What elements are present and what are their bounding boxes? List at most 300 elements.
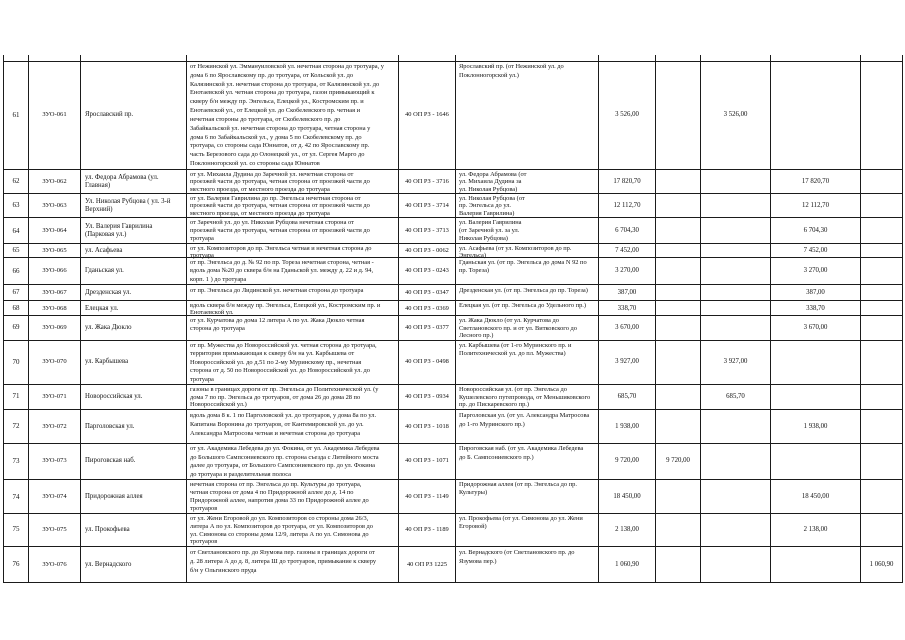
road-section-line: Светлановского пр. и от ул. Витковского до <box>459 324 577 332</box>
area-column-1-cell <box>655 547 700 583</box>
row-number-cell <box>3 258 28 285</box>
road-section-line: до 1-го Муринского пр.) <box>459 421 525 428</box>
area-column-2-cell <box>700 480 770 514</box>
boundary-description-line: тротуара <box>190 235 214 242</box>
street-name-line: Дрезденская ул. <box>85 289 132 296</box>
area-column-2: 3 927,00 <box>723 358 748 366</box>
road-section-cell <box>455 258 598 285</box>
boundary-description-line: далее до тротуара, от Большого Сампсониевского пр. до ул. Фокина <box>190 462 375 469</box>
row-number-cell <box>3 341 28 385</box>
area-column-4-cell <box>860 218 903 244</box>
boundary-description-cell <box>186 316 398 341</box>
road-registry-number: 40 ОП РЗ - 3716 <box>405 177 449 185</box>
area-column-2-cell <box>700 547 770 583</box>
street-name-line: (Парковая ул.) <box>85 230 127 238</box>
area-column-4-cell <box>860 244 903 258</box>
boundary-description-line: проезжей части до тротуара, четная сторона от проезжей части до <box>190 227 370 234</box>
area-column-3-cell <box>770 547 860 583</box>
road-section-line: Валерия Гаврилина) <box>459 209 515 217</box>
boundary-description-line: местного проезда, от местного проезда до тротуара <box>190 185 330 193</box>
row-number-cell <box>3 480 28 514</box>
area-total-cell <box>598 218 655 244</box>
area-total-cell <box>598 410 655 444</box>
object-code-cell <box>28 480 80 514</box>
road-registry-number-cell <box>398 258 455 285</box>
object-code: ЗУО-071 <box>42 393 67 401</box>
boundary-description-line: Придорожной аллее, напротив дома 33 по Придорожной аллее до <box>190 497 369 504</box>
road-registry-number: 40 ОП РЗ - 1149 <box>405 492 449 500</box>
row-number-cell <box>3 170 28 194</box>
boundary-description-cell <box>186 170 398 194</box>
table-cell-continued <box>80 55 186 62</box>
area-total: 3 270,00 <box>615 266 639 274</box>
area-column-3-cell <box>770 316 860 341</box>
table-cell-continued <box>455 55 598 62</box>
area-column-3-cell <box>770 218 860 244</box>
road-section-line: ул. Карбышева (от 1-го Муринского пр. и <box>459 342 572 349</box>
road-registry-number: 40 ОП РЗ - 1071 <box>405 457 449 465</box>
road-section-cell <box>455 547 598 583</box>
area-column-3: 1 938,00 <box>803 423 828 430</box>
road-section-line: пр. Тореза) <box>459 267 490 275</box>
street-name-cell <box>80 341 186 385</box>
road-section-line: Поклонногорской ул.) <box>459 71 519 79</box>
boundary-description-line: до тротуара и разделительная полоса <box>190 470 292 478</box>
area-total-cell <box>598 301 655 316</box>
street-name-cell <box>80 194 186 218</box>
boundary-description-line: от пр. Мужества до Новороссийской ул. четная сторона до тротуара, <box>190 342 377 349</box>
area-total-cell <box>598 62 655 170</box>
area-column-4-cell <box>860 62 903 170</box>
area-column-4-cell <box>860 285 903 301</box>
boundary-description-cell <box>186 480 398 514</box>
object-code-cell <box>28 301 80 316</box>
area-total: 3 927,00 <box>615 358 639 366</box>
area-column-1-cell <box>655 62 700 170</box>
boundary-description-cell <box>186 410 398 444</box>
area-column-2-cell <box>700 244 770 258</box>
object-code-cell <box>28 385 80 410</box>
boundary-description-line: территория примыкающая к скверу б/н на ул. Карбышева от <box>190 350 355 358</box>
area-total-cell <box>598 385 655 410</box>
area-column-3: 17 820,70 <box>801 177 830 185</box>
area-total: 7 452,00 <box>615 247 639 254</box>
row-number: 65 <box>12 246 20 254</box>
road-registry-number-cell <box>398 218 455 244</box>
road-section-cell <box>455 341 598 385</box>
row-number: 76 <box>12 560 20 568</box>
table-cell-continued <box>398 55 455 62</box>
object-code: ЗУО-072 <box>42 423 67 430</box>
boundary-description-line: от ул. Михаила Дудина до Заречной ул. нечетная сторона от <box>190 171 354 178</box>
boundary-description-cell <box>186 301 398 316</box>
row-number-cell <box>3 410 28 444</box>
street-name-line: Гданьская ул. <box>85 266 124 274</box>
object-code: ЗУО-075 <box>42 526 67 534</box>
boundary-description-line: местного проезда, от местного проезда до тротуара <box>190 209 330 217</box>
boundary-description-cell <box>186 244 398 258</box>
row-number-cell <box>3 301 28 316</box>
road-section-cell <box>455 62 598 170</box>
boundary-description-line: Новороссийской ул.) <box>190 401 247 409</box>
road-registry-number: 40 ОП РЗ - 0243 <box>405 266 449 274</box>
road-section-line: Лесного пр.) <box>459 332 494 340</box>
object-code-cell <box>28 62 80 170</box>
street-name-line: ул. Федора Абрамова (ул. <box>85 174 159 182</box>
boundary-description-line: Енотаевской ул. <box>190 309 234 316</box>
road-registry-number-cell <box>398 444 455 480</box>
area-column-3: 7 452,00 <box>803 247 828 254</box>
row-number: 75 <box>12 525 20 534</box>
area-total-cell <box>598 480 655 514</box>
road-section-cell <box>455 194 598 218</box>
street-name-cell <box>80 62 186 170</box>
area-total-cell <box>598 514 655 547</box>
row-number-cell <box>3 444 28 480</box>
road-section-line: (от Заречной ул. за ул. <box>459 227 520 234</box>
road-registry-number-cell <box>398 514 455 547</box>
area-column-2-cell <box>700 62 770 170</box>
boundary-description-line: от ул. Академика Лебедева до ул. Фокина, от ул. Академика Лебедева <box>190 445 380 452</box>
road-section-cell <box>455 444 598 480</box>
boundary-description-cell <box>186 218 398 244</box>
table-cell-continued <box>700 55 770 62</box>
road-section-cell <box>455 410 598 444</box>
area-column-3-cell <box>770 244 860 258</box>
street-name-line: Ярославский пр. <box>85 111 134 119</box>
road-registry-number-cell <box>398 547 455 583</box>
area-column-2-cell <box>700 194 770 218</box>
boundary-description-line: от Нежинской ул. Эммануиловской ул. нечетная сторона до тротуара, у <box>190 63 384 70</box>
area-total: 3 526,00 <box>615 111 639 119</box>
area-column-1-cell <box>655 244 700 258</box>
road-registry-number-cell <box>398 170 455 194</box>
row-number: 61 <box>12 111 20 120</box>
table-cell-continued <box>28 55 80 62</box>
street-name-line: Ул. Николая Рубцова ( ул. 3-й <box>85 198 171 206</box>
street-name-cell <box>80 258 186 285</box>
road-section-line: Елецкая ул. (от пр. Энгельса до Удельного пр.) <box>459 302 587 309</box>
street-name-line: Парголовская ул. <box>85 423 135 430</box>
area-column-4-cell <box>860 514 903 547</box>
road-registry-number: 40 ОП РЗ - 0934 <box>405 393 449 401</box>
boundary-description-line: сторона до тротуара <box>190 324 245 332</box>
area-column-1-cell <box>655 301 700 316</box>
area-column-2: 685,70 <box>726 393 745 401</box>
area-column-1-cell <box>655 444 700 480</box>
object-code-cell <box>28 547 80 583</box>
street-name-cell <box>80 444 186 480</box>
area-column-1-cell <box>655 194 700 218</box>
area-column-1-cell <box>655 218 700 244</box>
road-section-cell <box>455 480 598 514</box>
area-column-1-cell <box>655 514 700 547</box>
road-registry-number: 40 ОП РЗ - 0377 <box>405 324 449 332</box>
boundary-description-line: часть Березового сада до Олонецкой ул., от ул. Сергея Марго до <box>190 151 365 159</box>
row-number-cell <box>3 194 28 218</box>
row-number: 67 <box>12 288 20 296</box>
street-name-cell <box>80 480 186 514</box>
area-column-2-cell <box>700 444 770 480</box>
object-code: ЗУО-068 <box>42 304 67 312</box>
boundary-description-cell <box>186 547 398 583</box>
area-column-4-cell <box>860 444 903 480</box>
boundary-description-cell <box>186 62 398 170</box>
street-name-cell <box>80 514 186 547</box>
table-cell-continued <box>186 55 398 62</box>
area-column-4-cell <box>860 410 903 444</box>
boundary-description-line: нечетная сторона от пр. Энгельса до пр. Культуры до тротуара, <box>190 481 362 488</box>
boundary-description-line: от ул. Курчатова до дома 12 литера А по ул. Жака Дюкло четная <box>190 317 365 324</box>
table-cell-continued <box>860 55 903 62</box>
road-registry-number-cell <box>398 244 455 258</box>
object-code-cell <box>28 514 80 547</box>
area-column-3-cell <box>770 62 860 170</box>
area-column-3: 2 138,00 <box>803 526 828 534</box>
street-name-cell <box>80 547 186 583</box>
boundary-description-line: скверу б/н между пр. Энгельса, Елецкой ул., Костромским пр. и <box>190 98 364 106</box>
road-section-cell <box>455 316 598 341</box>
area-column-1-cell <box>655 480 700 514</box>
row-number-cell <box>3 547 28 583</box>
object-code: ЗУО-069 <box>42 324 67 332</box>
object-code: ЗУО-065 <box>42 247 67 254</box>
road-registry-number: 40 ОП РЗ - 3714 <box>405 201 449 209</box>
row-number: 63 <box>12 200 20 209</box>
area-column-1-cell <box>655 316 700 341</box>
area-column-1-cell <box>655 258 700 285</box>
road-registry-number: 40 ОП РЗ - 0369 <box>405 304 449 312</box>
object-code-cell <box>28 316 80 341</box>
area-total-cell <box>598 244 655 258</box>
street-name-line: Новороссийская ул. <box>85 393 143 401</box>
area-column-4-cell <box>860 385 903 410</box>
boundary-description-line: от пр. Энгельса до Лидинской ул. нечетная сторона до тротуара <box>190 287 364 294</box>
road-section-line: Кушелевского путепровода, от Меньшиковского <box>459 393 591 401</box>
boundary-description-line: тротуара, со стороны сада Юннатов, от д. 42 по Ярославскому пр. <box>190 142 370 150</box>
area-column-3-cell <box>770 258 860 285</box>
boundary-description-line: до Большого Сампсониевского пр. сторона съезда с Литейного моста <box>190 453 379 461</box>
area-total: 2 138,00 <box>615 526 639 534</box>
road-registry-number: 40 ОП РЗ - 0347 <box>405 289 449 296</box>
area-column-4-cell <box>860 258 903 285</box>
road-section-line: Николая Рубцова) <box>459 235 508 242</box>
road-section-line: Егоровой) <box>459 522 487 530</box>
object-code: ЗУО-074 <box>42 492 67 500</box>
row-number: 62 <box>12 176 20 185</box>
road-registry-number-cell <box>398 480 455 514</box>
object-code: ЗУО-064 <box>42 226 67 234</box>
area-total-cell <box>598 194 655 218</box>
boundary-description-line: вдоль дома №20 до сквера б/н на Гданьской ул. между д. 22 и д. 94, <box>190 267 374 275</box>
area-column-3-cell <box>770 301 860 316</box>
road-section-line: ул. Прокофьева (от ул. Симонова до ул. Жени <box>459 515 583 522</box>
area-column-2-cell <box>700 410 770 444</box>
road-registry-number-cell <box>398 194 455 218</box>
object-code: ЗУО-070 <box>42 358 67 366</box>
object-code-cell <box>28 444 80 480</box>
boundary-description-line: тротуара <box>190 375 214 383</box>
area-column-3-cell <box>770 285 860 301</box>
area-column-4-cell <box>860 547 903 583</box>
street-name-line: Елецкая ул. <box>85 304 119 312</box>
area-column-2-cell <box>700 258 770 285</box>
object-code-cell <box>28 410 80 444</box>
boundary-description-line: Енотаевской ул., от Елецкой ул. до Скобелевского пр. четная и <box>190 107 361 115</box>
road-registry-number: 40 ОП РЗ - 0498 <box>405 358 449 366</box>
boundary-description-line: сторона от д. 50 по Новороссийской ул. до Новороссийской ул. до <box>190 367 370 375</box>
area-total: 3 670,00 <box>615 324 639 332</box>
area-column-2-cell <box>700 316 770 341</box>
road-section-line: Дрезденская ул. (от пр. Энгельса до пр. Тореза) <box>459 287 588 294</box>
road-section-line: до Б. Сампсониевского пр.) <box>459 453 534 461</box>
area-column-3: 18 450,00 <box>801 492 830 500</box>
road-registry-number-cell <box>398 62 455 170</box>
road-registry-number-cell <box>398 316 455 341</box>
object-code-cell <box>28 285 80 301</box>
row-number-cell <box>3 62 28 170</box>
boundary-description-line: нечетная стороны до тротуара, от Скобелевского пр. до <box>190 115 341 123</box>
boundary-description-cell <box>186 285 398 301</box>
road-section-line: Культуры) <box>459 489 488 496</box>
area-column-3: 3 270,00 <box>803 266 828 274</box>
road-registry-number-cell <box>398 410 455 444</box>
road-section-line: ул. Валерия Гаврилина <box>459 219 522 226</box>
street-name-cell <box>80 218 186 244</box>
area-column-4-cell <box>860 170 903 194</box>
boundary-description-line: тротуаров <box>190 505 218 512</box>
street-name-line: ул. Асафьева <box>85 247 123 254</box>
area-column-3-cell <box>770 444 860 480</box>
area-total: 1 060,90 <box>615 561 639 568</box>
object-code-cell <box>28 244 80 258</box>
area-column-2: 3 526,00 <box>723 111 748 119</box>
road-section-line: пр. Энгельса до ул. <box>459 202 512 210</box>
row-number-cell <box>3 218 28 244</box>
area-total-cell <box>598 285 655 301</box>
road-section-line: Парголовская ул. (от ул. Александра Матросова <box>459 412 590 419</box>
boundary-description-line: дома 6 по Ярославскому пр. до тротуара, от Кольской ул. до <box>190 71 354 79</box>
street-name-line: ул. Карбышева <box>85 358 129 366</box>
area-column-1-cell <box>655 410 700 444</box>
area-total: 6 704,30 <box>615 226 639 234</box>
boundary-description-line: от ул. Жени Егоровой до ул. Композиторов со стороны дома 26/3, <box>190 515 369 522</box>
road-section-line: ул. Федора Абрамова (от <box>459 171 527 178</box>
road-section-line: Придорожная аллея (от пр. Энгельса до пр. <box>459 481 577 488</box>
boundary-description-cell <box>186 258 398 285</box>
boundary-description-line: Капитана Воронина до тротуаров, от Кантемировской ул. до ул. <box>190 421 364 428</box>
table-cell-continued <box>770 55 860 62</box>
area-column-1-cell <box>655 285 700 301</box>
road-section-line: Политехнической ул. до пл. Мужества) <box>459 350 566 358</box>
row-number-cell <box>3 316 28 341</box>
area-column-1: 9 720,00 <box>666 457 690 465</box>
road-registry-number: 40 ОП РЗ 1225 <box>406 561 448 568</box>
object-code: ЗУО-063 <box>42 201 67 209</box>
object-code: ЗУО-062 <box>42 177 67 185</box>
area-column-2-cell <box>700 514 770 547</box>
road-registry-number: 40 ОП РЗ - 1646 <box>405 111 449 119</box>
road-section-line: пр. до Пискаревского пр.) <box>459 401 529 409</box>
area-column-3: 6 704,30 <box>803 226 828 234</box>
road-section-line: ул. Асафьева (от ул. Композиторов до пр. <box>459 245 572 252</box>
area-total: 387,00 <box>617 289 637 296</box>
object-code-cell <box>28 194 80 218</box>
area-column-2-cell <box>700 170 770 194</box>
road-section-cell <box>455 170 598 194</box>
road-registry-number-cell <box>398 285 455 301</box>
boundary-description-cell <box>186 194 398 218</box>
area-total: 338,70 <box>617 304 637 312</box>
area-column-4-cell <box>860 316 903 341</box>
road-section-line: Энгельса) <box>459 252 486 259</box>
street-name-line: Придорожная аллея <box>85 492 143 500</box>
row-number-cell <box>3 385 28 410</box>
boundary-description-line: от ул. Композиторов до пр. Энгельса четная и нечетная сторона до <box>190 245 372 252</box>
row-number: 73 <box>12 457 20 466</box>
area-column-3: 338,70 <box>806 304 825 312</box>
row-number-cell <box>3 244 28 258</box>
area-column-4-cell <box>860 341 903 385</box>
boundary-description-line: проезжей части до тротуара, четная сторона от проезжей части до <box>190 178 370 186</box>
row-number: 72 <box>12 422 20 430</box>
area-column-3: 3 670,00 <box>803 324 828 332</box>
road-section-line: ул. Жака Дюкло (от ул. Курчатова до <box>459 317 559 324</box>
road-registry-number-cell <box>398 385 455 410</box>
boundary-description-line: д. 28 литера А до д. 8, литера Ш до тротуаров, примыкание к скверу <box>190 558 377 565</box>
area-column-1-cell <box>655 341 700 385</box>
area-column-3-cell <box>770 385 860 410</box>
object-code-cell <box>28 258 80 285</box>
area-total-cell <box>598 547 655 583</box>
object-code-cell <box>28 341 80 385</box>
area-column-3: 387,00 <box>806 289 825 296</box>
road-section-line: Гданьская ул. (от пр. Энгельса до дома N 92 по <box>459 259 587 266</box>
boundary-description-line: дома 7 по пр. Энгельса до тротуаров, от дома 26 до дома 28 по <box>190 393 361 401</box>
boundary-description-line: Александра Матросова четная и нечетная сторона до тротуара <box>190 430 361 437</box>
area-column-3: 12 112,70 <box>802 201 829 209</box>
row-number: 66 <box>12 266 20 275</box>
area-column-4-cell <box>860 480 903 514</box>
road-section-cell <box>455 301 598 316</box>
object-code-cell <box>28 218 80 244</box>
street-name-line: Верхний) <box>85 205 113 213</box>
street-name-cell <box>80 244 186 258</box>
area-column-3-cell <box>770 514 860 547</box>
boundary-description-line: тротуара <box>190 252 214 259</box>
object-code-cell <box>28 170 80 194</box>
row-number: 68 <box>12 303 20 312</box>
road-section-line: ул. Николая Рубцова) <box>459 185 518 193</box>
area-total-cell <box>598 170 655 194</box>
road-section-line: Новороссийская ул. (от пр. Энгельса до <box>459 386 567 393</box>
object-code: ЗУО-066 <box>42 266 67 274</box>
street-name-line: ул. Жака Дюкло <box>85 324 132 332</box>
row-number: 74 <box>12 492 20 501</box>
area-column-4-cell <box>860 301 903 316</box>
area-column-2-cell <box>700 341 770 385</box>
row-number: 69 <box>12 323 20 332</box>
road-section-line: Ярославский пр. (от Нежинской ул. до <box>459 63 564 70</box>
road-section-line: Язумова пер.) <box>459 558 497 565</box>
boundary-description-line: от Заречной ул. до ул. Николая Рубцова нечетная сторона от <box>190 219 354 226</box>
area-column-4-cell <box>860 194 903 218</box>
boundary-description-line: от Светлановского пр. до Язумова пер. газоны в границах дороги от <box>190 549 375 556</box>
area-column-1-cell <box>655 170 700 194</box>
boundary-description-line: вдоль дома 8 к. 1 по Парголовской ул. до тротуаров, у дома 8а по ул. <box>190 412 377 419</box>
road-section-cell <box>455 244 598 258</box>
boundary-description-line: от ул. Валерия Гаврилина до пр. Энгельса нечетная сторона от <box>190 195 361 202</box>
